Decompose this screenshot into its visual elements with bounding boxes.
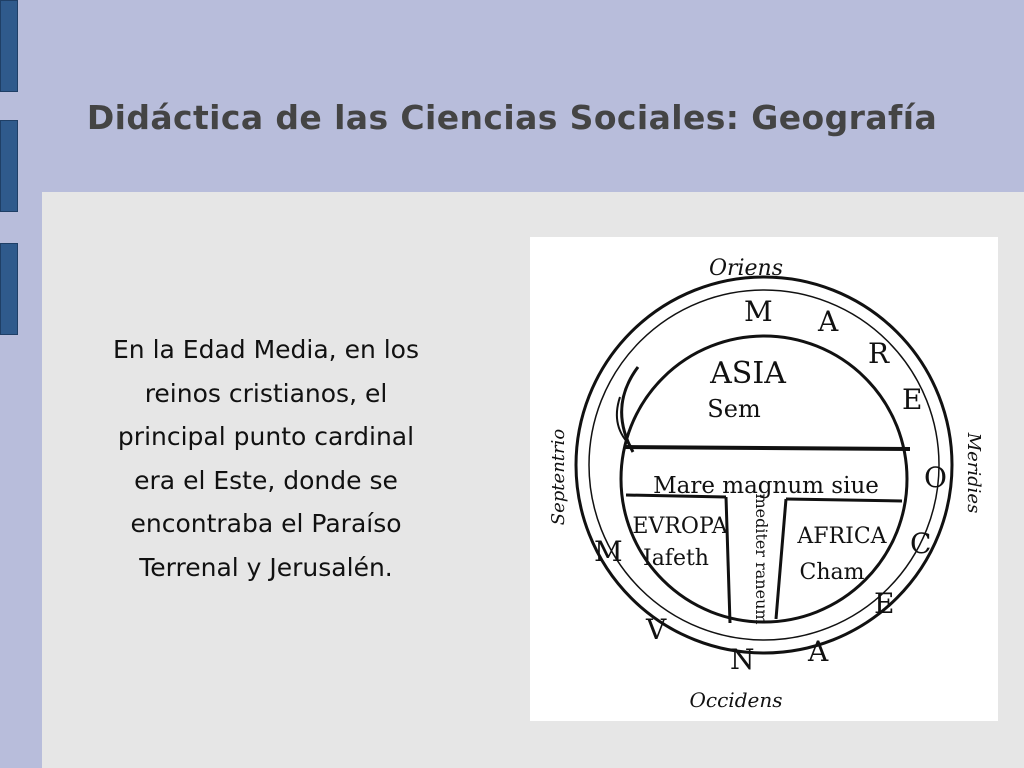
ocean-letter: E bbox=[874, 587, 895, 620]
ocean-letter: M bbox=[744, 295, 773, 328]
body-line: principal punto cardinal bbox=[117, 422, 415, 451]
ocean-letter: C bbox=[910, 527, 932, 560]
t-o-map-image bbox=[530, 237, 998, 721]
sea-vertical-label: mediter raneum bbox=[752, 493, 771, 625]
africa-label: AFRICA bbox=[797, 524, 887, 549]
left-accent-bar-top bbox=[0, 0, 18, 92]
ocean-letter: N bbox=[730, 643, 755, 676]
left-accent-bar-bottom bbox=[0, 243, 18, 335]
ocean-letter: M bbox=[594, 535, 623, 568]
ocean-letter: A bbox=[808, 635, 829, 668]
europe-son-label: Iafeth bbox=[643, 546, 709, 571]
africa-son-label: Cham bbox=[799, 560, 865, 585]
t-horizontal-line bbox=[624, 447, 910, 449]
south-label: Meridies bbox=[963, 432, 984, 514]
body-line: encontraba el Paraíso bbox=[130, 509, 402, 538]
t-africa-top-line bbox=[786, 499, 902, 501]
slide-title: Didáctica de las Ciencias Sociales: Geografía bbox=[86, 98, 938, 137]
ocean-letter: O bbox=[924, 461, 947, 494]
occident-label: Occidens bbox=[689, 688, 783, 712]
ocean-letter: V bbox=[646, 613, 667, 646]
sea-label: Mare magnum siue bbox=[653, 473, 879, 499]
ocean-letter: A bbox=[818, 305, 839, 338]
body-line: reinos cristianos, el bbox=[144, 378, 388, 408]
wave-stroke bbox=[617, 397, 632, 447]
body-line: Terrenal y Jerusalén. bbox=[139, 552, 393, 582]
t-o-map-drawing bbox=[530, 237, 998, 721]
t-vertical-right bbox=[776, 499, 786, 619]
ocean-letter: E bbox=[902, 383, 923, 416]
slide-body-text bbox=[84, 328, 448, 589]
europe-label: EVROPA bbox=[632, 514, 728, 539]
ocean-letter: R bbox=[868, 337, 890, 370]
asia-label: ASIA bbox=[710, 356, 786, 391]
north-label: Septentrio bbox=[548, 428, 569, 526]
orient-label: Oriens bbox=[708, 256, 784, 281]
body-line: En la Edad Media, en los bbox=[112, 335, 420, 364]
asia-son-label: Sem bbox=[707, 395, 761, 423]
body-line: era el Este, donde se bbox=[134, 465, 398, 495]
